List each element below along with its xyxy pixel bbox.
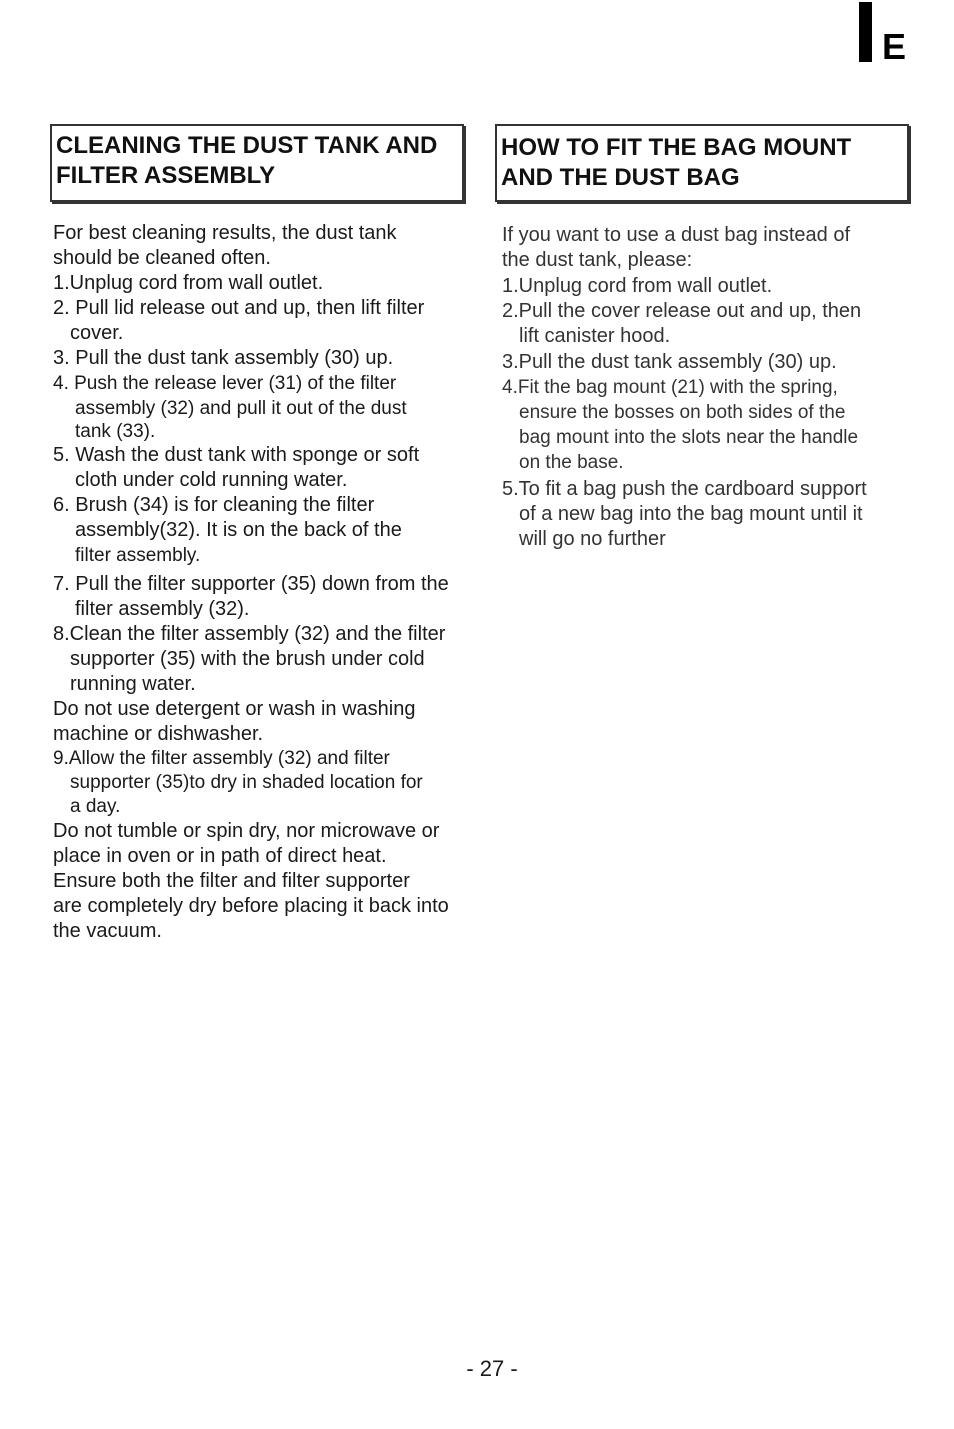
step-line: 1.Unplug cord from wall outlet. [502,275,773,297]
step-line: 5.To fit a bag push the cardboard support [502,478,867,500]
step-line: 2. Pull lid release out and up, then lift filter [53,297,425,319]
step-line: 2.Pull the cover release out and up, then [502,300,862,322]
left-body-text [53,221,473,944]
note-line: Ensure both the filter and filter supporter [53,870,410,892]
body-line: the dust tank, please: [502,249,693,271]
step-line: lift canister hood. [519,325,671,347]
left-section-heading [50,124,464,202]
step-line: 3.Pull the dust tank assembly (30) up. [502,351,837,373]
language-tab-bar [859,2,872,62]
step-line: 8.Clean the filter assembly (32) and the filter [53,623,446,645]
step-line: filter assembly. [75,545,201,566]
note-line: machine or dishwasher. [53,723,264,745]
step-line: cover. [70,322,124,344]
step-line: ensure the bosses on both sides of the [519,402,846,423]
step-line: a day. [70,796,121,817]
step-line: 1.Unplug cord from wall outlet. [53,272,324,294]
note-line: the vacuum. [53,920,162,942]
step-line: 5. Wash the dust tank with sponge or soft [53,444,420,466]
note-line: place in oven or in path of direct heat. [53,845,387,867]
body-line: If you want to use a dust bag instead of [502,224,851,246]
step-line: 6. Brush (34) is for cleaning the filter [53,494,375,516]
page-number: - 27 - [466,1356,518,1381]
step-line: of a new bag into the bag mount until it [519,503,863,525]
right-section-heading [495,124,909,202]
step-line: 3. Pull the dust tank assembly (30) up. [53,347,394,369]
step-line: 4.Fit the bag mount (21) with the spring, [502,377,838,398]
step-line: 7. Pull the filter supporter (35) down from the [53,573,449,595]
step-line: tank (33). [75,421,156,442]
step-line: supporter (35)to dry in shaded location for [70,772,423,793]
right-heading-line: HOW TO FIT THE BAG MOUNT [501,134,852,161]
right-heading-line: AND THE DUST BAG [501,164,740,191]
step-line: assembly(32). It is on the back of the [75,519,402,541]
note-line: are completely dry before placing it back into [53,895,449,917]
step-line: will go no further [519,528,666,550]
step-line: bag mount into the slots near the handle [519,427,859,448]
left-heading-line: CLEANING THE DUST TANK AND [56,132,438,159]
step-line: assembly (32) and pull it out of the dust [75,398,407,419]
language-tab-letter: E [882,26,907,67]
step-line: 9.Allow the filter assembly (32) and filter [53,748,390,769]
body-line: For best cleaning results, the dust tank [53,222,397,244]
note-line: Do not tumble or spin dry, nor microwave or [53,820,440,842]
left-heading-line: FILTER ASSEMBLY [56,162,276,189]
step-line: 4. Push the release lever (31) of the filter [53,373,397,394]
right-body-text [502,223,902,552]
step-line: running water. [70,673,196,695]
step-line: cloth under cold running water. [75,469,348,491]
note-line: Do not use detergent or wash in washing [53,698,416,720]
step-line: on the base. [519,452,624,473]
step-line: filter assembly (32). [75,598,250,620]
body-line: should be cleaned often. [53,247,271,269]
step-line: supporter (35) with the brush under cold [70,648,425,670]
